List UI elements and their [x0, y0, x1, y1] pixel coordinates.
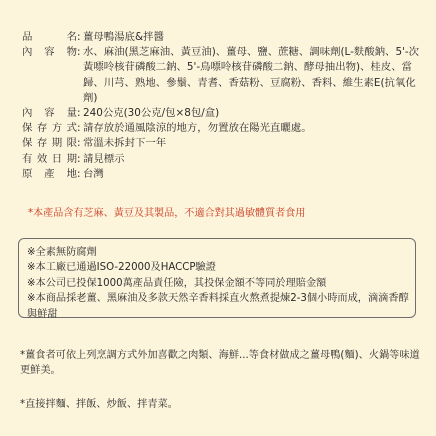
- certification-item: ※全素無防腐劑: [27, 247, 97, 258]
- spec-row-net-content: [22, 106, 422, 121]
- spec-value: 請存放於通風陰涼的地方，勿置放在陽光直曬處。: [83, 122, 312, 135]
- certification-item: ※本商品採老薑、黑麻油及多款天然辛香料採直火熬煮提煉2-3個小時而成，滴滴香醇與鮮甜: [27, 293, 409, 320]
- allergen-warning: *本產品含有芝麻、黃豆及其製品，不適合對其過敏體質者食用: [28, 208, 306, 219]
- spec-label: 內容量: [22, 107, 77, 120]
- product-spec-table: [22, 30, 422, 182]
- spec-row-expiry: [22, 152, 422, 167]
- spec-label: 品名: [22, 31, 77, 43]
- spec-value: 請見標示: [83, 152, 125, 165]
- colon: :: [77, 137, 81, 150]
- spec-value: 台灣: [83, 167, 104, 180]
- spec-row-storage: [22, 121, 422, 136]
- colon: :: [77, 167, 81, 180]
- certification-item: ※本公司已投保1000萬產品責任險，其投保金額不等同於理賠金額: [27, 277, 327, 289]
- certification-item: ※本工廠已通過ISO-22000及HACCP驗證: [27, 262, 216, 274]
- spec-label: 保存期限: [22, 137, 77, 150]
- colon: :: [77, 122, 81, 135]
- colon: :: [77, 46, 81, 59]
- spec-row-ingredients: [22, 45, 422, 106]
- spec-row-name: [22, 30, 422, 45]
- spec-row-origin: [22, 167, 422, 182]
- spec-label: 保存方式: [22, 122, 77, 135]
- colon: :: [77, 152, 81, 165]
- spec-value: 240公克(30公克/包×8包/盒): [83, 107, 220, 120]
- spec-row-shelf-life: [22, 136, 422, 151]
- usage-note: *直接拌麵、拌飯、炒飯、拌青菜。: [20, 399, 178, 410]
- spec-label: 原產地: [22, 167, 77, 180]
- spec-value: 薑母鴨湯底&拌醬: [83, 31, 164, 43]
- spec-label: 內容物: [22, 46, 77, 59]
- spec-label: 有效日期: [22, 152, 77, 165]
- colon: :: [77, 107, 81, 120]
- certification-box: [18, 238, 416, 318]
- spec-value: 水、麻油(黑芝麻油、黃豆油)、薑母、鹽、蔗糖、調味劑(L-麩酸鈉、5'-次黃嘌呤核苷磷酸二鈉、5'-鳥嘌呤核苷磷酸二鈉、酵母抽出物)、桂皮、當歸、川芎、熟地、參鬚、青耆、香菇粉、豆腐粉、香料、維生素E(抗氧化劑): [83, 46, 420, 104]
- usage-note: *薑食者可依上列烹調方式外加喜歡之肉類、海鮮...等食材做成之薑母鴨(麵)、火鍋等味道更鮮美。: [20, 350, 420, 377]
- spec-value: 常溫未拆封下一年: [83, 137, 167, 150]
- colon: :: [77, 31, 81, 43]
